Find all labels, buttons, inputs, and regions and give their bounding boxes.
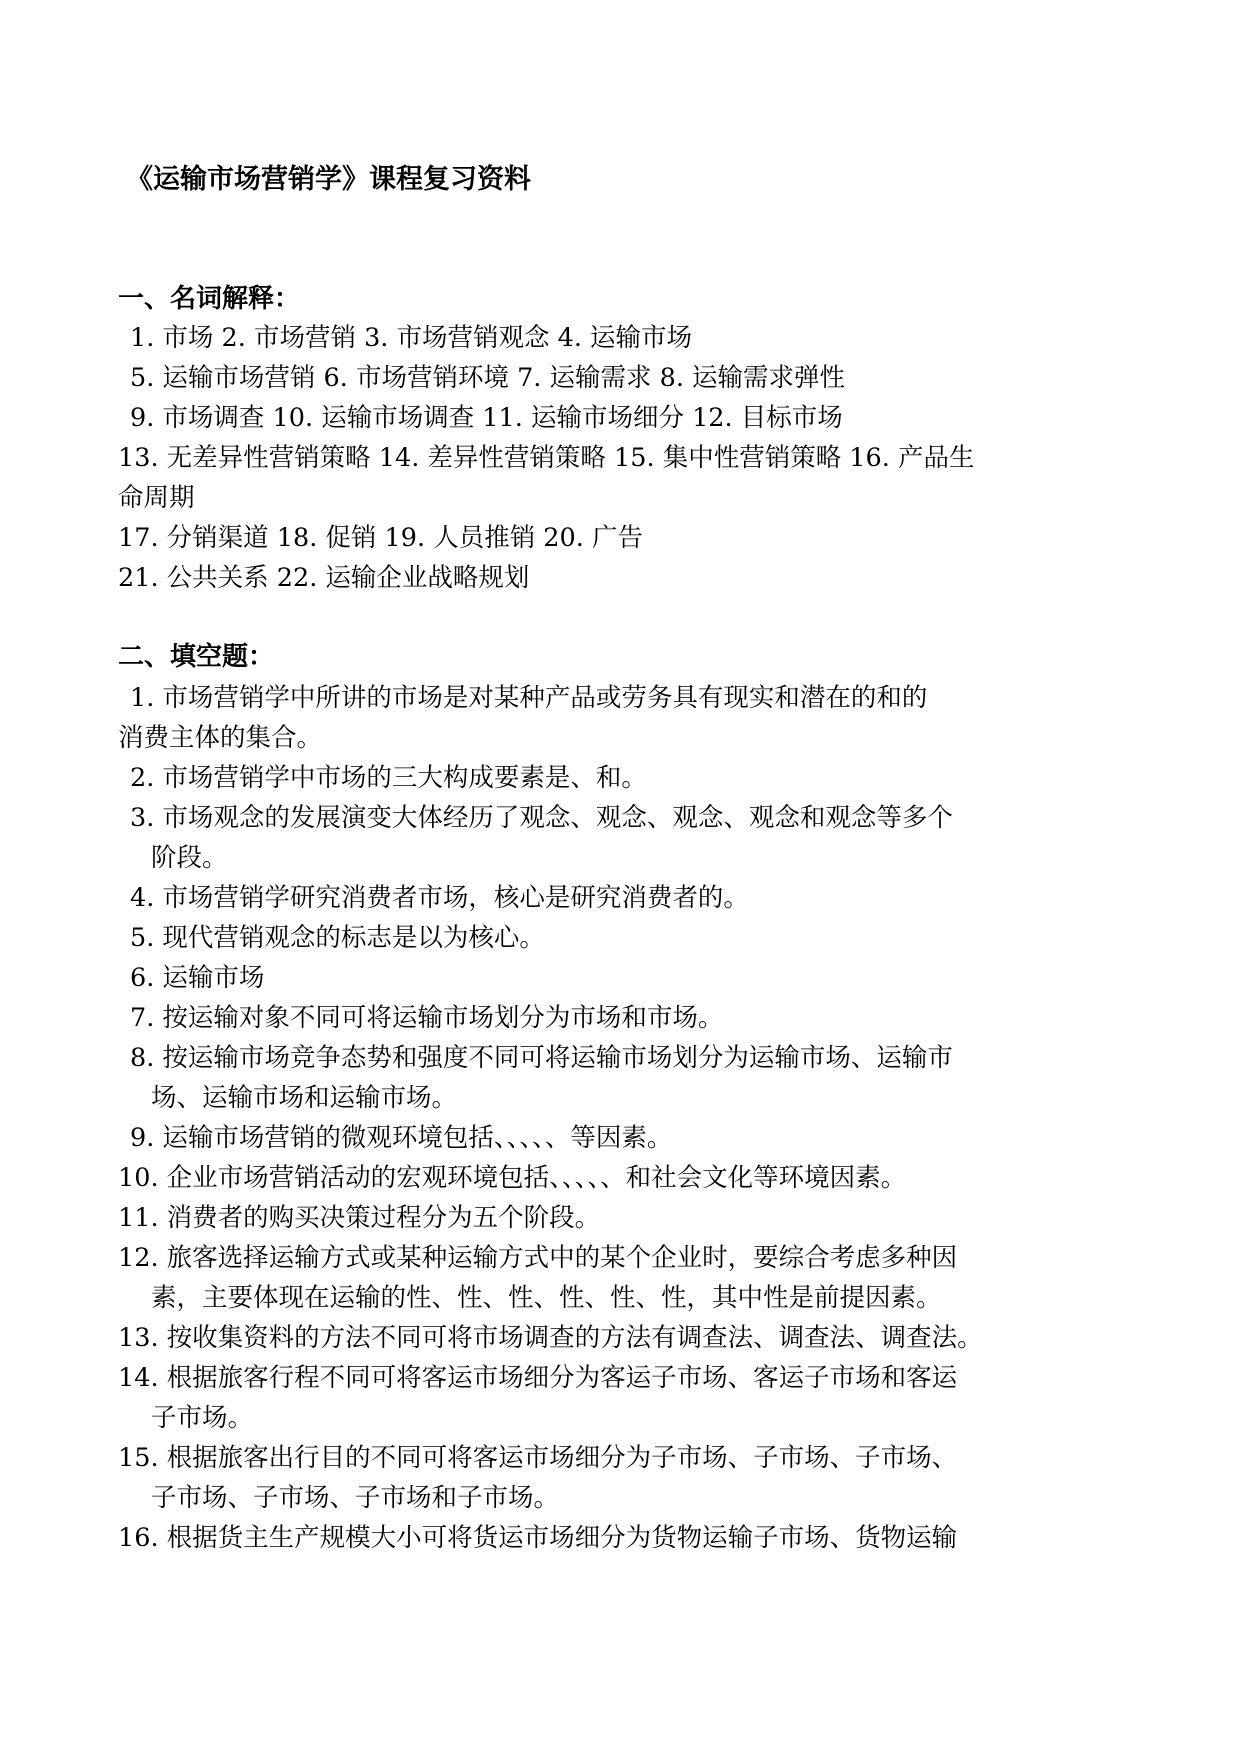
question-line: 15. 根据旅客出行目的不同可将客运市场细分为子市场、子市场、子市场、 — [118, 1443, 958, 1473]
question-line: 14. 根据旅客行程不同可将客运市场细分为客运子市场、客运子市场和客运 — [118, 1363, 958, 1393]
question-line: 7. 按运输对象不同可将运输市场划分为市场和市场。 — [130, 1003, 724, 1033]
question-line: 阶段。 — [151, 843, 228, 873]
question-line: 16. 根据货主生产规模大小可将货运市场细分为货物运输子市场、货物运输 — [118, 1523, 958, 1553]
question-line: 10. 企业市场营销活动的宏观环境包括、、、、、和社会文化等环境因素。 — [118, 1163, 907, 1193]
question-line: 子市场、子市场、子市场和子市场。 — [151, 1483, 560, 1513]
question-line: 9. 运输市场营销的微观环境包括、、、、、等因素。 — [130, 1123, 673, 1153]
question-line: 1. 市场营销学中所讲的市场是对某种产品或劳务具有现实和潜在的和的 — [130, 683, 928, 713]
question-line: 素，主要体现在运输的性、性、性、性、性、性，其中性是前提因素。 — [151, 1283, 942, 1313]
term-list-line: 命周期 — [118, 483, 195, 513]
term-list-line: 5. 运输市场营销 6. 市场营销环境 7. 运输需求 8. 运输需求弹性 — [130, 363, 846, 393]
term-list-line: 13. 无差异性营销策略 14. 差异性营销策略 15. 集中性营销策略 16. 产品生 — [118, 443, 975, 473]
question-line: 4. 市场营销学研究消费者市场，核心是研究消费者的。 — [130, 883, 749, 913]
document-title: 《运输市场营销学》课程复习资料 — [126, 164, 531, 195]
question-line: 3. 市场观念的发展演变大体经历了观念、观念、观念、观念和观念等多个 — [130, 803, 953, 833]
term-list-line: 21. 公共关系 22. 运输企业战略规划 — [118, 563, 530, 593]
term-list-line: 17. 分销渠道 18. 促销 19. 人员推销 20. 广告 — [118, 523, 643, 553]
section-heading-fill-in-blanks: 二、填空题： — [118, 642, 275, 672]
question-line: 2. 市场营销学中市场的三大构成要素是、和。 — [130, 763, 647, 793]
question-line: 6. 运输市场 — [130, 963, 265, 993]
question-line: 11. 消费者的购买决策过程分为五个阶段。 — [118, 1203, 601, 1233]
question-line: 8. 按运输市场竞争态势和强度不同可将运输市场划分为运输市场、运输市 — [130, 1043, 953, 1073]
term-list-line: 9. 市场调查 10. 运输市场调查 11. 运输市场细分 12. 目标市场 — [130, 403, 843, 433]
question-line: 消费主体的集合。 — [118, 723, 323, 753]
question-line: 5. 现代营销观念的标志是以为核心。 — [130, 923, 545, 953]
question-line: 12. 旅客选择运输方式或某种运输方式中的某个企业时，要综合考虑多种因 — [118, 1243, 958, 1273]
term-list-line: 1. 市场 2. 市场营销 3. 市场营销观念 4. 运输市场 — [130, 323, 693, 353]
question-line: 场、运输市场和运输市场。 — [151, 1083, 458, 1113]
question-line: 13. 按收集资料的方法不同可将市场调查的方法有调查法、调查法、调查法。 — [118, 1323, 983, 1353]
section-heading-term-definitions: 一、名词解释： — [118, 284, 301, 314]
question-line: 子市场。 — [151, 1403, 254, 1433]
